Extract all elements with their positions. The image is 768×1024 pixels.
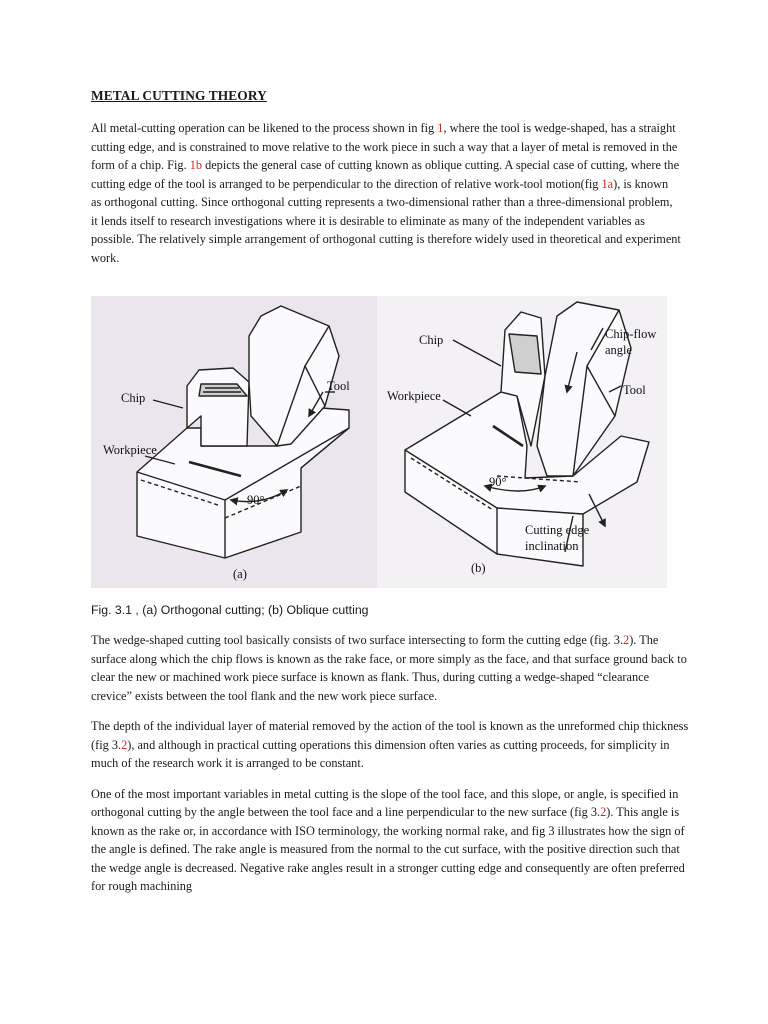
- label-chip-flow-2: angle: [605, 343, 633, 357]
- text-run: The depth of the individual layer of material removed by the action of the tool is known as the unreformed chip thickness (fig 3.: [91, 719, 689, 752]
- page-title: METAL CUTTING THEORY: [91, 88, 267, 103]
- figure-reference: 2: [623, 633, 630, 647]
- text-run: ). This angle is known as the rake or, in accordance with ISO terminology, the working normal rake, and fig 3 illustrates how the sign of the angle is defined. The rake angle is measured from the normal to the cut surface, with the positive direction such that the wedge angle is decreased. Negative rake angles result in a stronger cutting edge and consequently are often preferred for rough machining: [91, 805, 685, 893]
- body-continued: [91, 631, 691, 908]
- label-chip-b: Chip: [419, 333, 444, 347]
- text-run: All metal-cutting operation can be likened to the process shown in fig: [91, 121, 438, 135]
- text-run: depicts the general case of cutting known as oblique cutting. A special case of cutting, where the cutting edge of the tool is arranged to be perpendicular to the direction of relative work-tool motion(fig: [91, 158, 680, 191]
- figure-3-1: [91, 296, 667, 588]
- text-run: The wedge-shaped cutting tool basically consists of two surface intersecting to form the cutting edge (fig. 3.: [91, 633, 624, 647]
- label-tool-b: Tool: [623, 383, 646, 397]
- document-page: [91, 88, 681, 267]
- figure-reference: 2: [121, 737, 128, 752]
- label-tool-a: Tool: [327, 379, 350, 393]
- label-angle-a: 90°: [247, 493, 265, 507]
- text-run: One of the most important variables in metal cutting is the slope of the tool face, and this slope, or angle, is specified in orthogonal cutting by the angle between the tool face and a line perpendicular to the new surface (fig 3.: [91, 786, 679, 819]
- caption-sub-a: (a): [233, 567, 247, 581]
- label-chip-a: Chip: [121, 391, 146, 405]
- figure-reference: 2: [600, 805, 607, 819]
- paragraph-tool-surfaces: [91, 631, 691, 705]
- figure-caption: Fig. 3.1 , (a) Orthogonal cutting; (b) Oblique cutting: [91, 603, 369, 617]
- paragraph-chip-thickness: [91, 717, 691, 773]
- label-workpiece-a: Workpiece: [103, 443, 157, 457]
- text-run: , where the tool is wedge-shaped, has a straight cutting edge, and is constrained to move relative to the work piece in such a way that a layer of metal is removed in the form of a chip. Fig.: [91, 121, 678, 172]
- text-run: ). The surface along which the chip flows is known as the rake face, or more simply as the face, and that surface ground back to clear the new or machined work piece surface is known as flank. Thus, during cutting a wedge-shaped “clearance crevice” exists between the tool flank and the new work piece surface.: [91, 633, 687, 703]
- label-inclination-2: inclination: [525, 539, 579, 553]
- label-chip-flow-1: Chip-flow: [605, 327, 657, 341]
- paragraph-rake-angle: [91, 785, 691, 896]
- figure-reference: 1a: [601, 176, 614, 191]
- text-run: ), and although in practical cutting operations this dimension often varies as cutting proceeds, for simplicity in much of the research work it is arranged to be constant.: [91, 737, 670, 770]
- label-angle-b: 90°: [489, 475, 507, 489]
- text-run: ), is known as orthogonal cutting. Since orthogonal cutting represents a two-dimensional rather than a three-dimensional problem, it lends itself to research investigations where it is desirable to eliminate as many of the independent variables as possible. The relatively simple arrangement of orthogonal cutting is therefore widely used in theoretical and experiment work.: [91, 176, 681, 265]
- label-workpiece-b: Workpiece: [387, 389, 441, 403]
- caption-sub-b: (b): [471, 561, 486, 575]
- figure-drawing: [91, 296, 667, 588]
- label-inclination-1: Cutting edge: [525, 523, 590, 537]
- figure-reference: 1b: [189, 158, 202, 172]
- paragraph-intro: [91, 119, 681, 267]
- figure-reference: 1: [437, 121, 444, 135]
